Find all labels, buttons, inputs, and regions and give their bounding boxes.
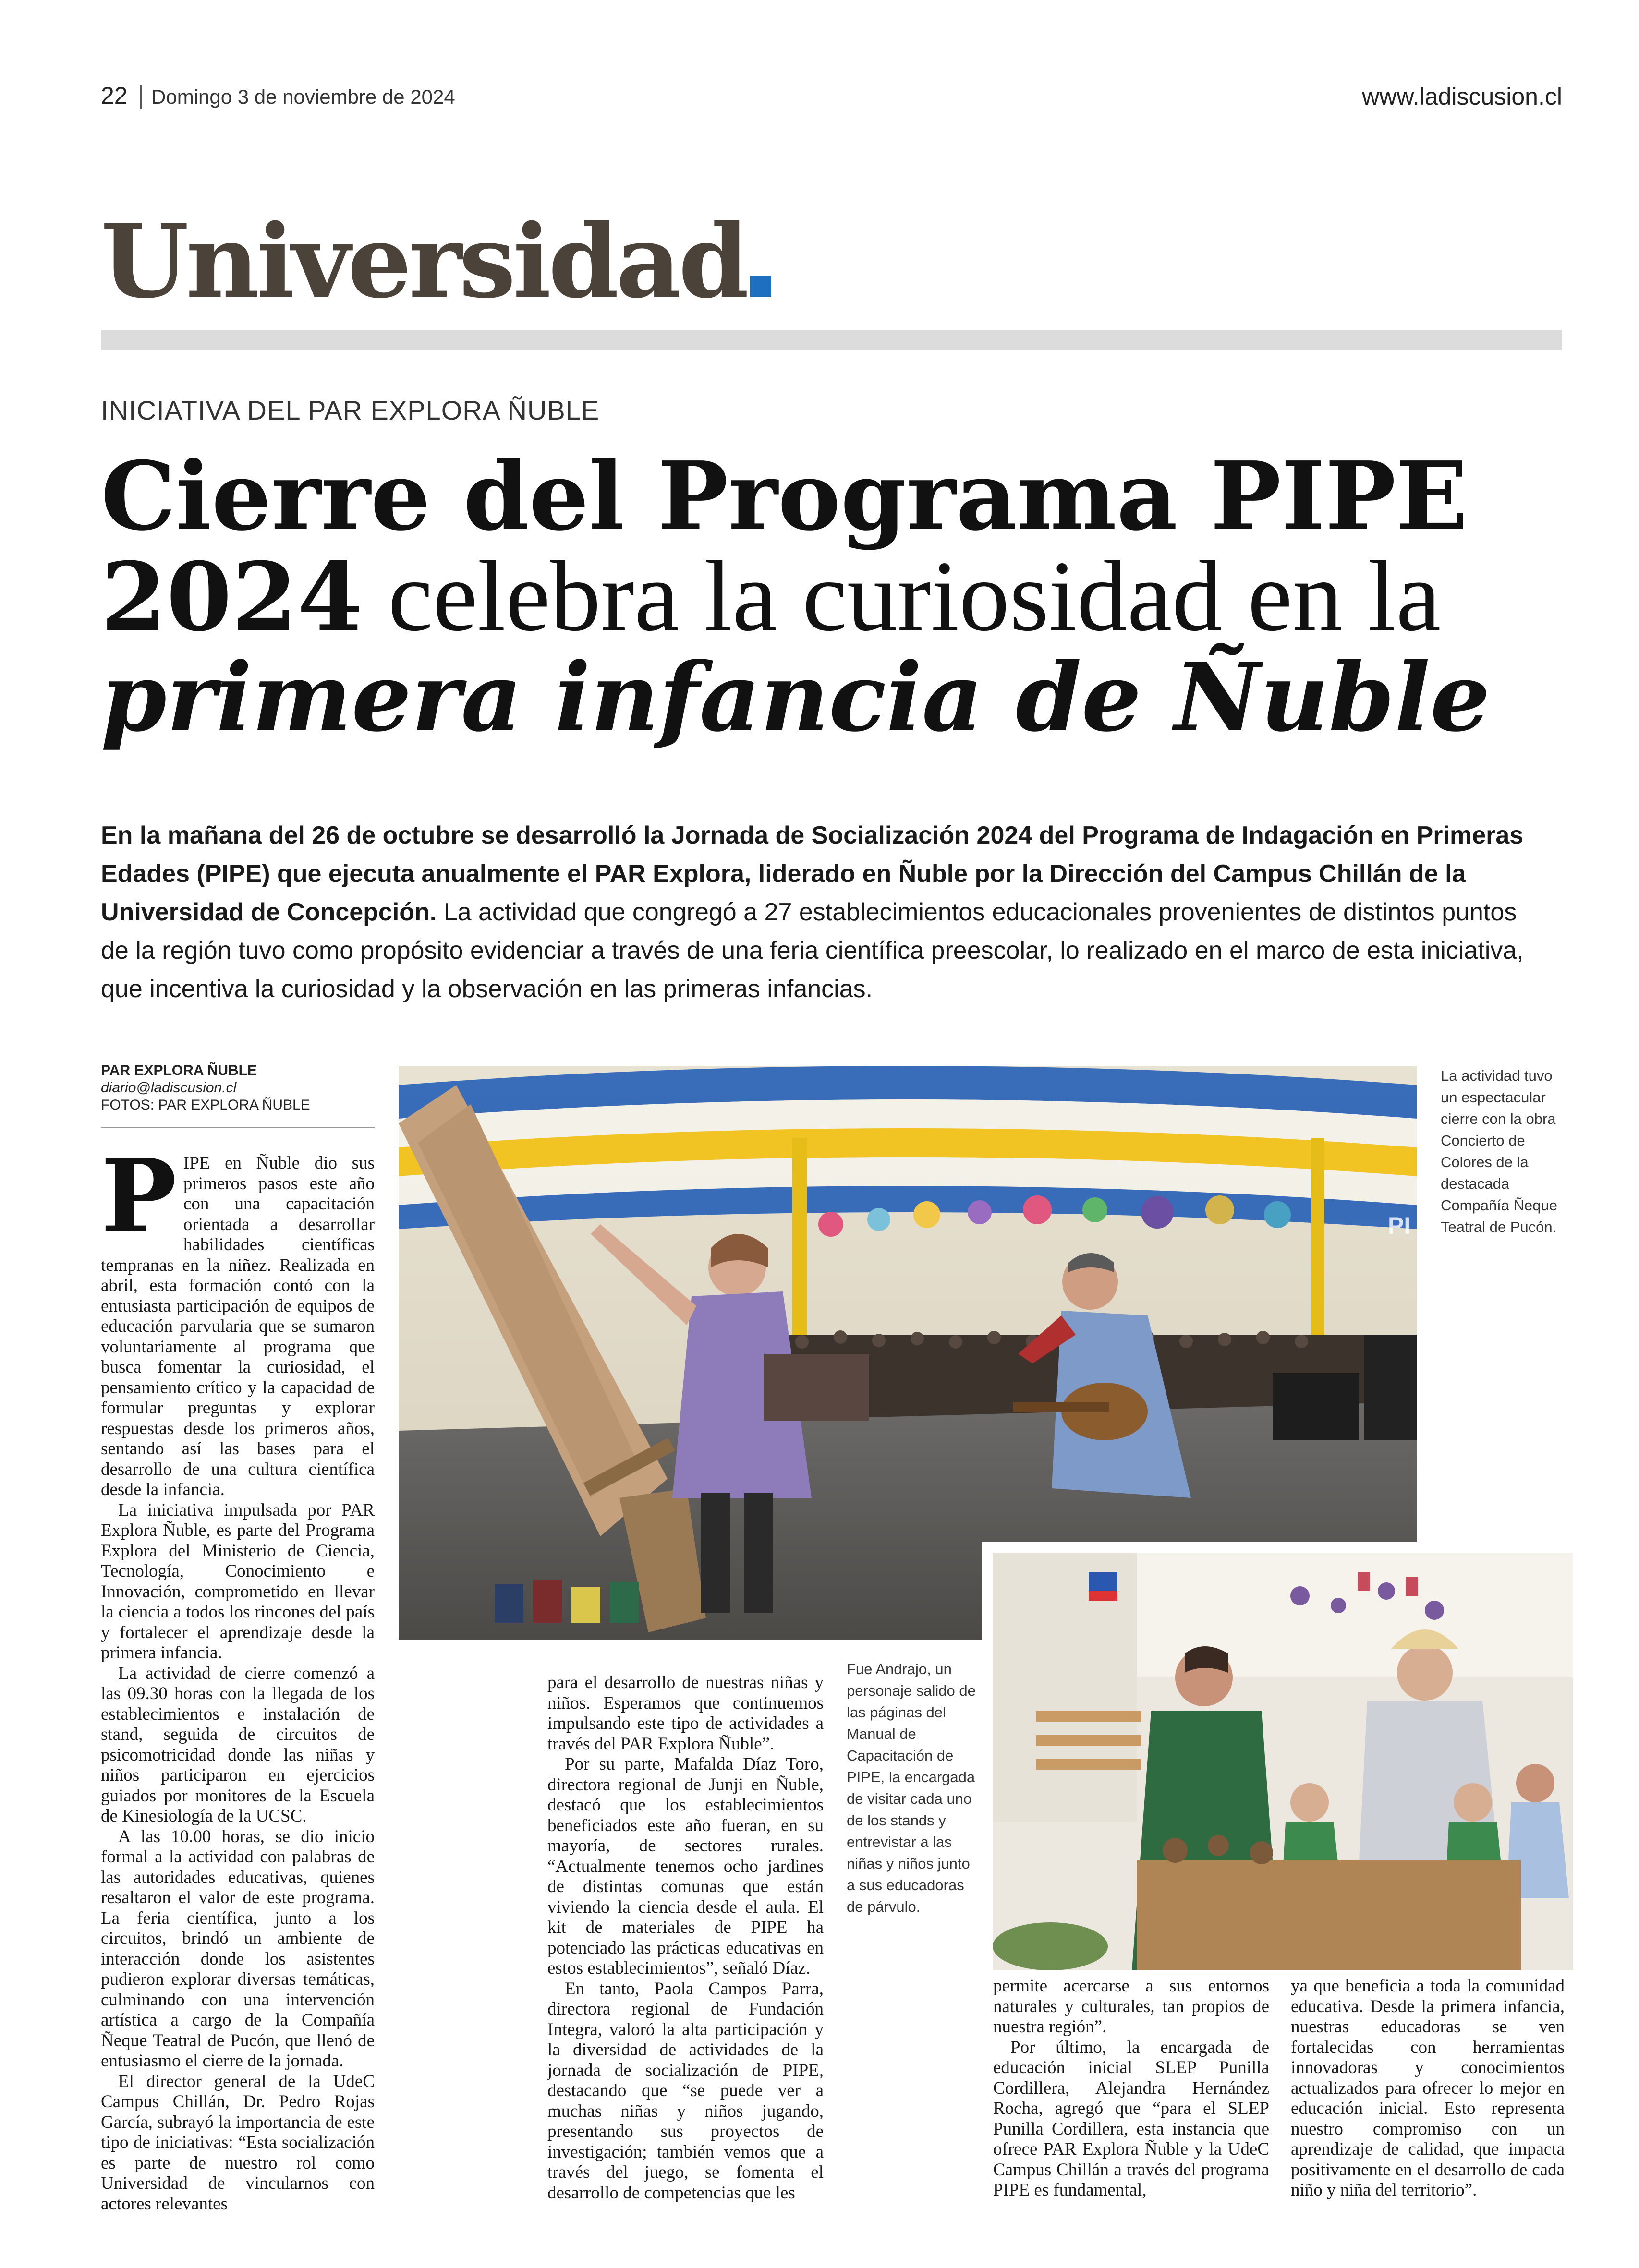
paragraph: La actividad de cierre comenzó a las 09.30 horas con la llegada de los establecimientos e instalación de stand, seguida de circuitos de psicomotricidad donde las niñas y niños participaron en ejercicios guiados por monitores de la Escuela de Kinesiología de la UCSC.	[101, 1663, 375, 1826]
paragraph: Por último, la encargada de educación inicial SLEP Punilla Cordillera, Alejandra Hernández Rocha, agregó que “para el SLEP Punilla Cordillera, esta instancia que ofrece PAR Explora Ñuble y la UdeC Campus Chillán a través del programa PIPE es fundamental,	[993, 2037, 1269, 2200]
paragraph: La iniciativa impulsada por PAR Explora Ñuble, es parte del Programa Explora del Ministerio de Ciencia, Tecnología, Conocimiento e Innovación, comprometido en llevar la ciencia a todos los rincones del país y fortalecer el aprendizaje desde la primera infancia.	[101, 1500, 375, 1663]
section-title	[101, 202, 771, 321]
headline-line-1: Cierre del Programa PIPE	[101, 441, 1468, 552]
byline-email[interactable]: diario@ladiscusion.cl	[101, 1080, 237, 1096]
photo-stands	[982, 1542, 1583, 1981]
headline-line-3: primera infancia de Ñuble	[101, 642, 1491, 753]
body-column-4	[1291, 1976, 1565, 2201]
caption-photo-concert: La actividad tuvo un espectacular cierre con la obra Concierto de Colores de la destacada Compañía Ñeque Teatral de Pucón.	[1441, 1067, 1557, 1235]
byline-rule	[101, 1127, 375, 1128]
photo-stands-illustration	[993, 1553, 1573, 1970]
caption-photo-stands: Fue Andrajo, un personaje salido de las páginas del Manual de Capacitación de PIPE, la encargada de visitar cada uno de los stands y entrevistar a las niñas y niños junto a sus educadoras de párvulo.	[847, 1661, 976, 1915]
header-website[interactable]: www.ladiscusion.cl	[1362, 83, 1562, 110]
section-title-text: Universidad	[101, 202, 746, 321]
paragraph: para el desarrollo de nuestras niñas y niños. Esperamos que continuemos impulsando este tipo de actividades a través del PAR Explora Ñuble”.	[547, 1673, 824, 1754]
body-column-1	[101, 1137, 375, 2214]
section-dot	[750, 276, 771, 297]
paragraph: Por su parte, Mafalda Díaz Toro, directora regional de Junji en Ñuble, destacó que los establecimientos beneficiados este año fueran, en su mayoría, de sectores rurales. “Actualmente tenemos ocho jardines de distintas comunas que están viviendo la ciencia desde el aula. El kit de materiales de PIPE ha potenciado las prácticas educativas en estos establecimientos”, señaló Díaz.	[547, 1754, 824, 1978]
lead-bold: En la mañana del 26 de octubre se desarrolló la Jornada de Socialización 2024 del Programa de Indagación en Primeras Edades (PIPE) que ejecuta anualmente el PAR Explora, liderado en Ñuble por la Dirección del Campus Chillán de la Universidad de Concepción.	[101, 821, 1524, 926]
page-number: 22	[101, 82, 128, 109]
byline-author: PAR EXPLORA ÑUBLE	[101, 1062, 257, 1078]
byline	[101, 1062, 375, 1114]
paragraph: En tanto, Paola Campos Parra, directora regional de Fundación Integra, valoró la alta participación y la diversidad de actividades de la jornada de socialización de PIPE, destacando que “se puede ver a muchas niñas y niños jugando, presentando sus proyectos de investigación; también vemos que a través del juego, se fomenta el desarrollo de competencias que les	[547, 1978, 824, 2203]
body-column-3	[993, 1976, 1269, 2201]
header-date: Domingo 3 de noviembre de 2024	[151, 85, 455, 108]
headline-line-2-bold: 2024	[101, 542, 363, 652]
header-separator	[140, 85, 142, 109]
drop-cap: P	[101, 1137, 177, 1255]
svg-text:PI: PI	[1388, 1212, 1411, 1239]
headline-line-2-light: celebra la curiosidad en la	[363, 541, 1441, 652]
paragraph	[101, 1137, 375, 1500]
byline-photos: FOTOS: PAR EXPLORA ÑUBLE	[101, 1097, 310, 1113]
body-column-2	[547, 1673, 824, 2203]
paragraph: A las 10.00 horas, se dio inicio formal a la actividad con palabras de las autoridades educativas, quienes resaltaron el valor de este programa. La feria científica, junto a los circuitos, brindó un ambiente de interacción donde los asistentes pudieron explorar diversas temáticas, culminando con una intervención artística a cargo de la Compañía Ñeque Teatral de Pucón, que llenó de entusiasmo el cierre de la jornada.	[101, 1826, 375, 2071]
article-headline	[101, 441, 1566, 753]
headline-line-2	[101, 541, 1566, 652]
lead-regular: La actividad que congregó a 27 establecimientos educacionales provenientes de distintos puntos de la región tuvo como propósito evidenciar a través de una feria científica preescolar, lo realizado en el marco de esta iniciativa, que incentiva la curiosidad y la observación en las primeras infancias.	[101, 898, 1524, 1003]
article-lead	[101, 816, 1537, 1008]
paragraph: permite acercarse a sus entornos naturales y culturales, tan propios de nuestra región”.	[993, 1976, 1269, 2037]
paragraph: ya que beneficia a toda la comunidad educativa. Desde la primera infancia, nuestras educadoras se ven fortalecidas con herramientas innovadoras y conocimientos actualizados para ofrecer lo mejor en educación inicial. Esto representa nuestro compromiso con un aprendizaje de calidad, que impacta positivamente en el desarrollo de cada niño y niña del territorio”.	[1291, 1976, 1565, 2200]
article-kicker: INICIATIVA DEL PAR EXPLORA ÑUBLE	[101, 395, 600, 425]
section-bar	[101, 330, 1562, 350]
paragraph: El director general de la UdeC Campus Chillán, Dr. Pedro Rojas García, subrayó la importancia de este tipo de iniciativas: “Esta socialización es parte de nuestro rol como Universidad de vincularnos con actores relevantes	[101, 2071, 375, 2214]
paragraph-text: IPE en Ñuble dio sus primeros pasos este año con una capacitación orientada a desarrollar habilidades científicas tempranas en la niñez. Realizada en abril, esta formación contó con la entusiasta participación de equipos de educación parvularia que se sumaron voluntariamente al programa que busca fomentar la curiosidad, el pensamiento crítico y la capacidad de formular preguntas y explorar respuestas desde los primeros años, sentando así las bases para el desarrollo de una cultura científica desde la infancia.	[101, 1153, 375, 1499]
